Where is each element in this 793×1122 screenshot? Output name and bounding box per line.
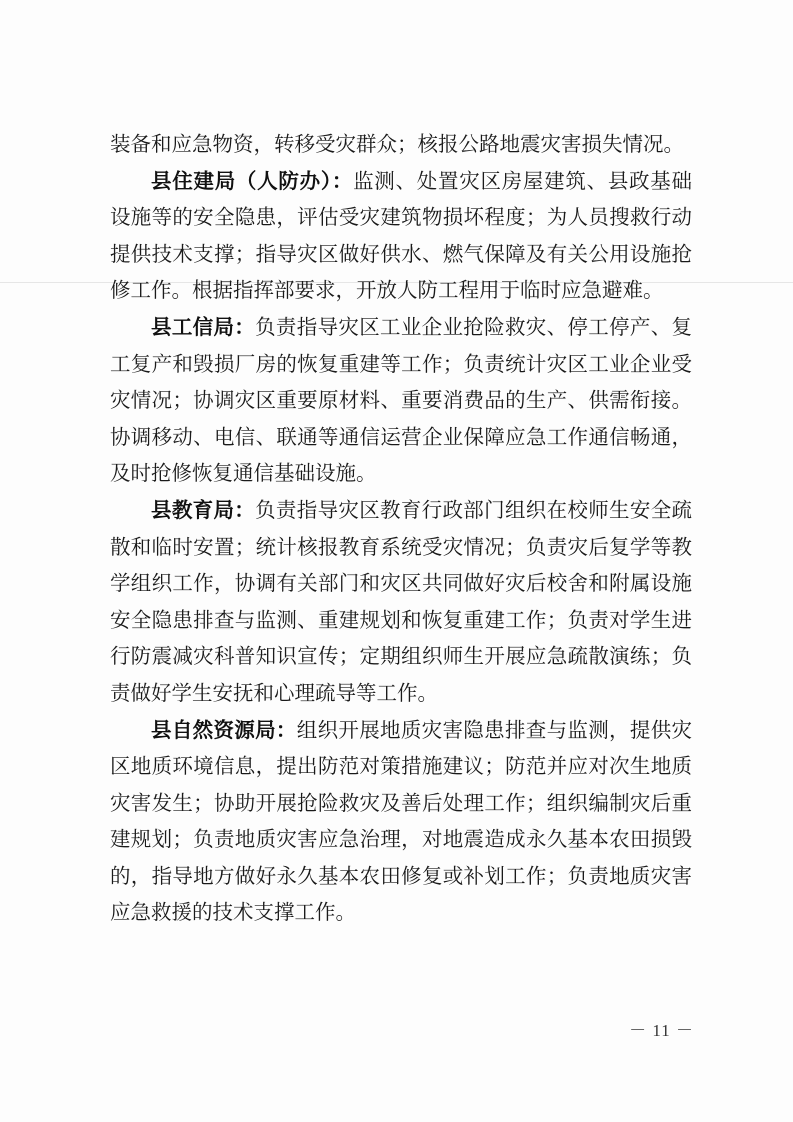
department-heading: 县工信局：: [151, 314, 256, 339]
paragraph-text: 负责指导灾区教育行政部门组织在校师生安全疏散和临时安置；统计核报教育系统受灾情况；负责灾后复学等教学组织工作，协调有关部门和灾区共同做好灾后校舍和附属设施安全隐患排查与监测、重建规划和恢复重建工作；负责对学生进行防震减灾科普知识宣传；定期组织师生开展应急疏散演练；负责做好学生安抚和心理疏导等工作。: [110, 497, 693, 705]
department-heading: 县自然资源局：: [151, 717, 297, 742]
paragraph-industry-bureau: [110, 309, 692, 492]
paragraph-text: 监测、处置灾区房屋建筑、县政基础设施等的安全隐患，评估受灾建筑物损坏程度；为人员搜救行动提供技术支撑；指导灾区做好供水、燃气保障及有关公用设施抢修工作。根据指挥部要求，开放人防工程用于临时应急避难。: [110, 168, 693, 303]
paragraph-text: 负责指导灾区工业企业抢险救灾、停工停产、复工复产和毁损厂房的恢复重建等工作；负责统计灾区工业企业受灾情况；协调灾区重要原材料、重要消费品的生产、供需衔接。协调移动、电信、联通等通信运营企业保障应急工作通信畅通，及时抢修恢复通信基础设施。: [110, 314, 693, 486]
paragraph-text: 组织开展地质灾害隐患排查与监测，提供灾区地质环境信息，提出防范对策措施建议；防范并应对次生地质灾害发生；协助开展抢险救灾及善后处理工作；组织编制灾后重建规划；负责地质灾害应急治理，对地震造成永久基本农田损毁的，指导地方做好永久基本农田修复或补划工作；负责地质灾害应急救援的技术支撑工作。: [110, 717, 693, 925]
document-body: [110, 126, 692, 931]
paragraph-text: 装备和应急物资，转移受灾群众；核报公路地震灾害损失情况。: [110, 132, 684, 156]
department-heading: 县住建局（人防办）：: [151, 168, 354, 193]
paragraph-education-bureau: [110, 492, 692, 712]
paragraph-housing-bureau: [110, 163, 692, 309]
department-heading: 县教育局：: [151, 497, 256, 522]
paragraph-natural-resources-bureau: [110, 712, 692, 932]
paragraph-continuation: [110, 126, 692, 163]
page-number: － 11 －: [629, 1021, 694, 1040]
